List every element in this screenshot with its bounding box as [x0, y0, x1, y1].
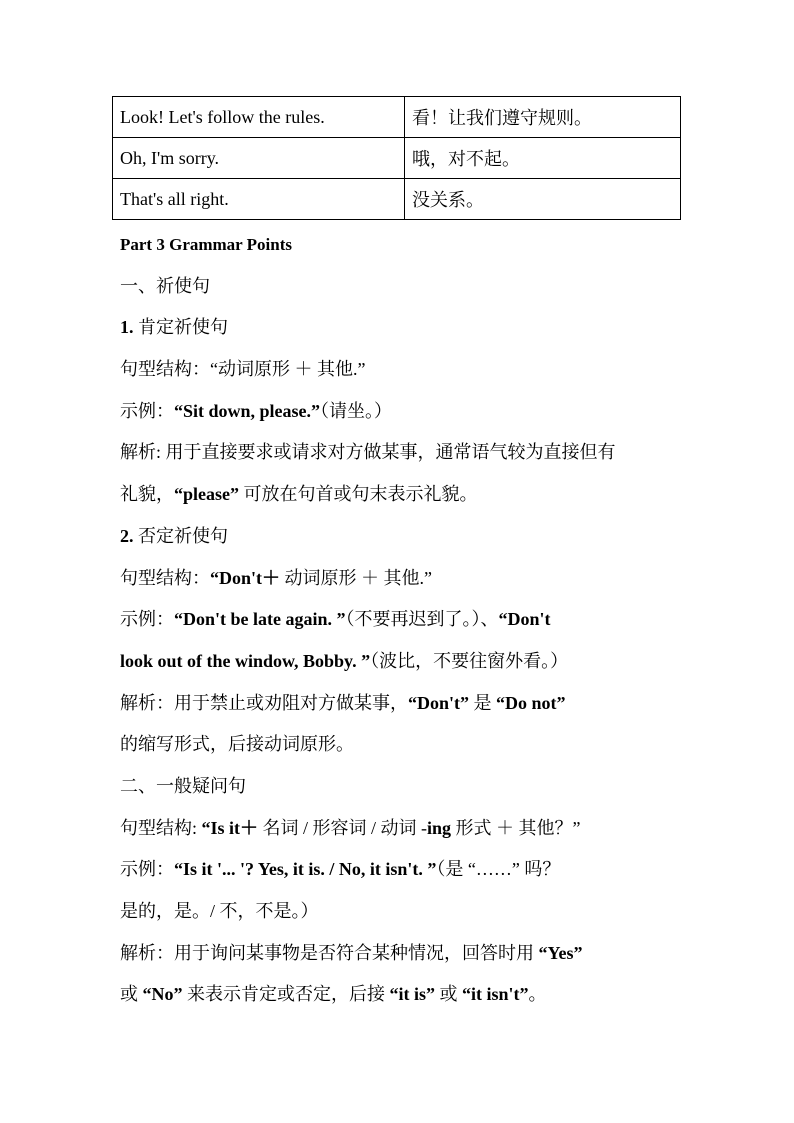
analysis-line: [120, 683, 720, 725]
analysis-line: [120, 933, 720, 975]
dialog-table: [112, 96, 681, 220]
example-english: “Don't: [498, 609, 551, 630]
subheading-number: 2.: [120, 525, 134, 546]
part-title: Part 3 Grammar Points: [120, 235, 293, 254]
analysis-line: [120, 474, 720, 516]
example-chinese: （不要再迟到了。）、: [345, 609, 499, 630]
analysis-text: 来表示肯定或否定，后接: [182, 984, 390, 1005]
structure-text: “动词原形 ＋ 其他.”: [210, 359, 366, 380]
structure-label: 句型结构：: [120, 567, 210, 588]
example-english: look out of the window, Bobby. ”: [120, 650, 371, 671]
grammar-content: [120, 224, 720, 1016]
analysis-text: 或: [120, 984, 143, 1005]
structure-keyword: “Is it＋: [201, 817, 259, 838]
example-english: “Sit down, please.”: [174, 400, 321, 421]
subheading-text: 否定祈使句: [133, 525, 228, 546]
structure-text: 名词 / 形容词 / 动词 -: [258, 817, 428, 838]
table-cell-english: Look! Let's follow the rules.: [113, 97, 405, 138]
example-label: 示例：: [120, 400, 174, 421]
table-cell-english: Oh, I'm sorry.: [113, 138, 405, 179]
example-english: “Is it '... '? Yes, it is. / No, it isn't. ”: [174, 859, 437, 880]
example-line: [120, 391, 720, 433]
structure-label: 句型结构:: [120, 817, 202, 838]
analysis-keyword: “it is”: [389, 984, 436, 1005]
analysis-text: 。: [528, 984, 547, 1005]
structure-line: [120, 349, 720, 391]
table-row: [113, 97, 681, 138]
example-line: [120, 599, 720, 641]
structure-line: [120, 808, 720, 850]
analysis-keyword: “Do not”: [496, 692, 566, 713]
analysis-text: 解析：用于询问某事物是否符合某种情况，回答时用: [120, 942, 539, 963]
example-label: 示例：: [120, 609, 174, 630]
structure-text: 形式 ＋ 其他？”: [451, 817, 581, 838]
analysis-text: 可放在句首或句末表示礼貌。: [239, 484, 478, 505]
structure-line: [120, 558, 720, 600]
section-heading-yes-no-question: 二、一般疑问句: [120, 775, 246, 796]
analysis-keyword: “Yes”: [538, 942, 583, 963]
analysis-keyword: “please”: [174, 484, 239, 505]
analysis-text: 或: [435, 984, 463, 1005]
analysis-line: 解析: 用于直接要求或请求对方做某事，通常语气较为直接但有: [120, 442, 616, 463]
analysis-text: 解析：用于禁止或劝阻对方做某事，: [120, 692, 408, 713]
analysis-text: 是: [469, 692, 497, 713]
subheading-negative-imperative: [120, 516, 720, 558]
analysis-keyword: “Don't”: [408, 692, 470, 713]
section-heading-imperative: 一、祈使句: [120, 275, 210, 296]
analysis-text: 礼貌，: [120, 484, 174, 505]
table-row: [113, 138, 681, 179]
table-cell-english: That's all right.: [113, 179, 405, 220]
example-chinese: （波比，不要往窗外看。）: [370, 650, 569, 671]
example-label: 示例：: [120, 859, 174, 880]
table-cell-chinese: 看！让我们遵守规则。: [405, 97, 681, 138]
table-cell-chinese: 哦，对不起。: [405, 138, 681, 179]
table-cell-chinese: 没关系。: [405, 179, 681, 220]
example-chinese: （请坐。）: [320, 400, 393, 421]
structure-text: 动词原形 ＋ 其他.”: [280, 567, 433, 588]
example-line: [120, 641, 720, 683]
structure-label: 句型结构：: [120, 359, 210, 380]
analysis-keyword: “No”: [142, 984, 183, 1005]
example-chinese: （是 “……” 吗？: [436, 859, 561, 880]
analysis-keyword: “it isn't”: [462, 984, 529, 1005]
analysis-line: 的缩写形式，后接动词原形。: [120, 734, 354, 755]
subheading-positive-imperative: [120, 307, 720, 349]
structure-keyword: “Don't＋: [210, 567, 281, 588]
table-row: [113, 179, 681, 220]
structure-keyword: ing: [427, 817, 452, 838]
subheading-number: 1.: [120, 317, 134, 338]
subheading-text: 肯定祈使句: [133, 317, 228, 338]
example-line: 是的，是。/ 不，不是。）: [120, 901, 319, 921]
example-english: “Don't be late again. ”: [174, 609, 346, 630]
example-line: [120, 849, 720, 891]
analysis-line: [120, 974, 720, 1016]
